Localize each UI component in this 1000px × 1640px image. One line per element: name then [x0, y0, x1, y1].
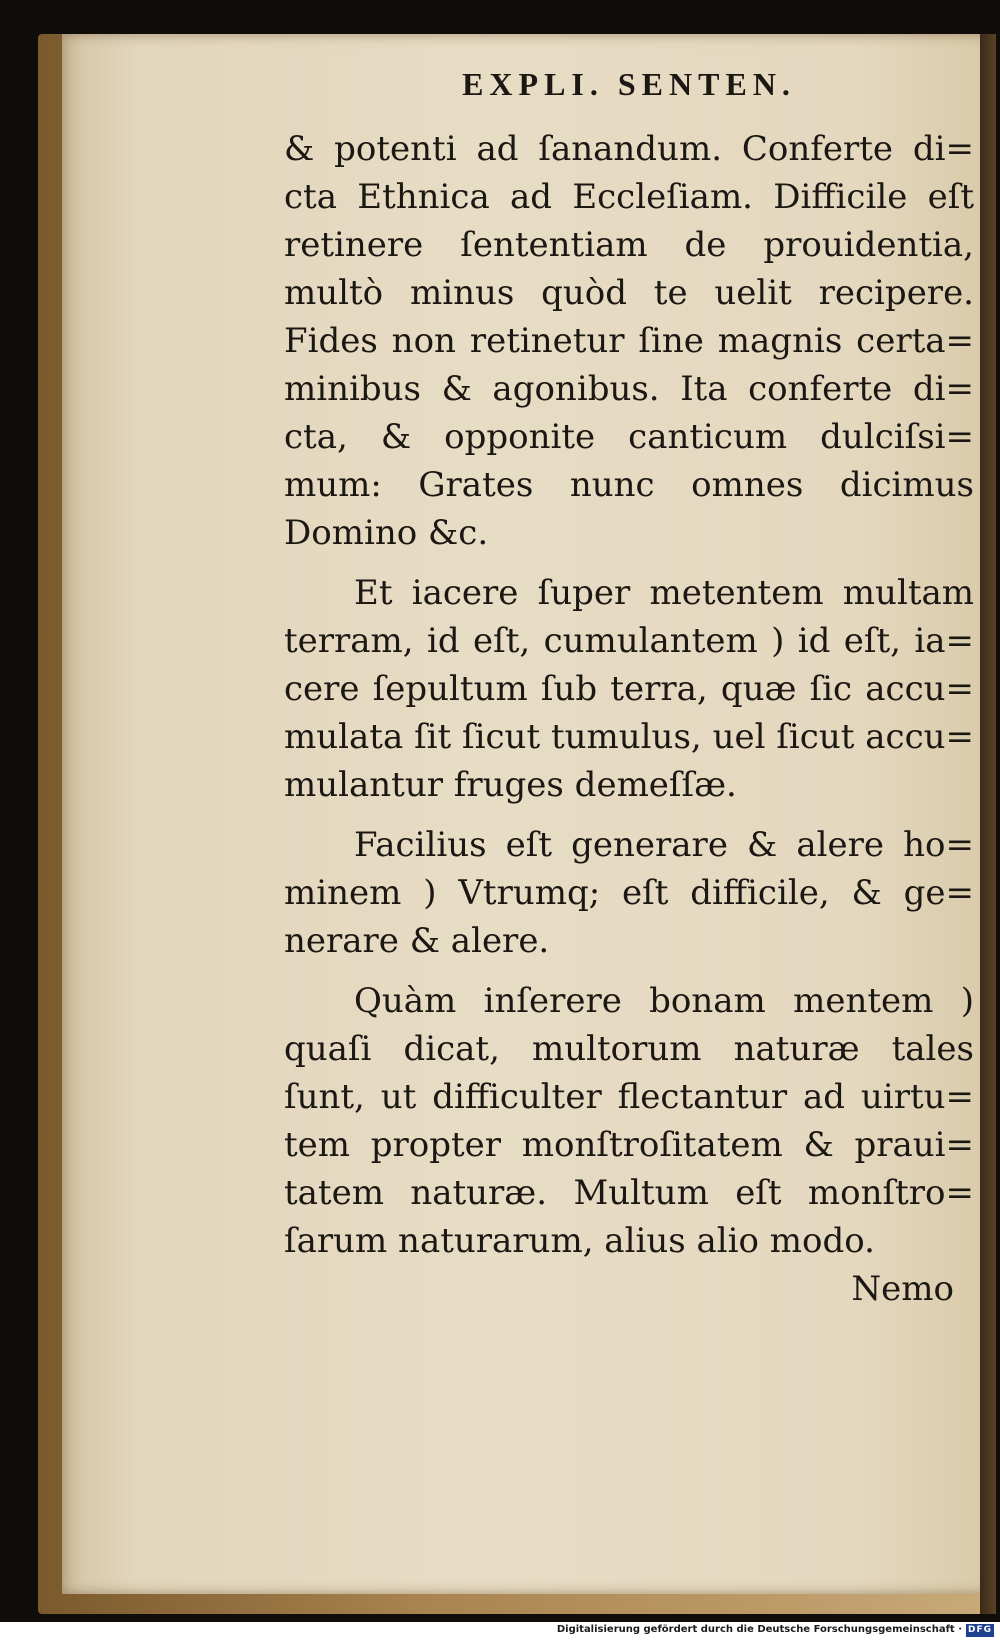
- text-line: nerare & alere.: [284, 921, 550, 961]
- text-line: mulata ſit ſicut tumulus, uel ſicut accu=: [284, 717, 974, 757]
- paragraph-3: [284, 821, 974, 965]
- running-header: EXPLI. SENTEN.: [462, 66, 796, 102]
- text-line: cta Ethnica ad Eccleſiam. Difficile eſt: [284, 177, 974, 217]
- text-line: minibus & agonibus. Ita conferte di=: [284, 369, 974, 409]
- text-line: ſunt, ut difficulter flectantur ad uirtu=: [284, 1077, 974, 1117]
- book-spine-strip: [980, 34, 996, 1614]
- text-line: mulantur fruges demeſſæ.: [284, 765, 737, 805]
- paragraph-1: [284, 125, 974, 557]
- text-line: Et iacere ſuper metentem multam: [354, 573, 974, 613]
- text-line: minem ) Vtrumq; eſt difficile, & ge=: [284, 873, 974, 913]
- text-line: mum: Grates nunc omnes dicimus: [284, 465, 974, 505]
- dfg-logo-icon: DFG: [967, 1625, 992, 1635]
- catchword: Nemo: [851, 1269, 954, 1309]
- text-line: terram, id eſt, cumulantem ) id eſt, ia=: [284, 621, 974, 661]
- paragraph-2: [284, 569, 974, 809]
- text-line: Facilius eſt generare & alere ho=: [354, 825, 974, 865]
- page-body: [284, 125, 974, 1313]
- text-line: Domino &c.: [284, 513, 489, 553]
- text-line: cere ſepultum ſub terra, quæ ſic accu=: [284, 669, 974, 709]
- text-line: quaſi dicat, multorum naturæ tales: [284, 1029, 974, 1069]
- text-line: & potenti ad ſanandum. Conferte di=: [284, 129, 974, 169]
- text-line: tatem naturæ. Multum eſt monſtro=: [284, 1173, 974, 1213]
- text-line: Quàm inſerere bonam mentem ): [354, 981, 974, 1021]
- text-line: cta, & opponite canticum dulciſsi=: [284, 417, 974, 457]
- text-line: multò minus quòd te uelit recipere.: [284, 273, 974, 313]
- text-line: ſarum naturarum, alius alio modo.: [284, 1221, 875, 1261]
- funding-credit: Digitalisierung gefördert durch die Deutsche Forschungsgemeinschaft ·: [556, 1624, 962, 1635]
- text-line: retinere ſententiam de prouidentia,: [284, 225, 974, 265]
- paragraph-4: [284, 977, 974, 1265]
- text-line: Fides non retinetur ſine magnis certa=: [284, 321, 974, 361]
- text-line: tem propter monſtroſitatem & praui=: [284, 1125, 974, 1165]
